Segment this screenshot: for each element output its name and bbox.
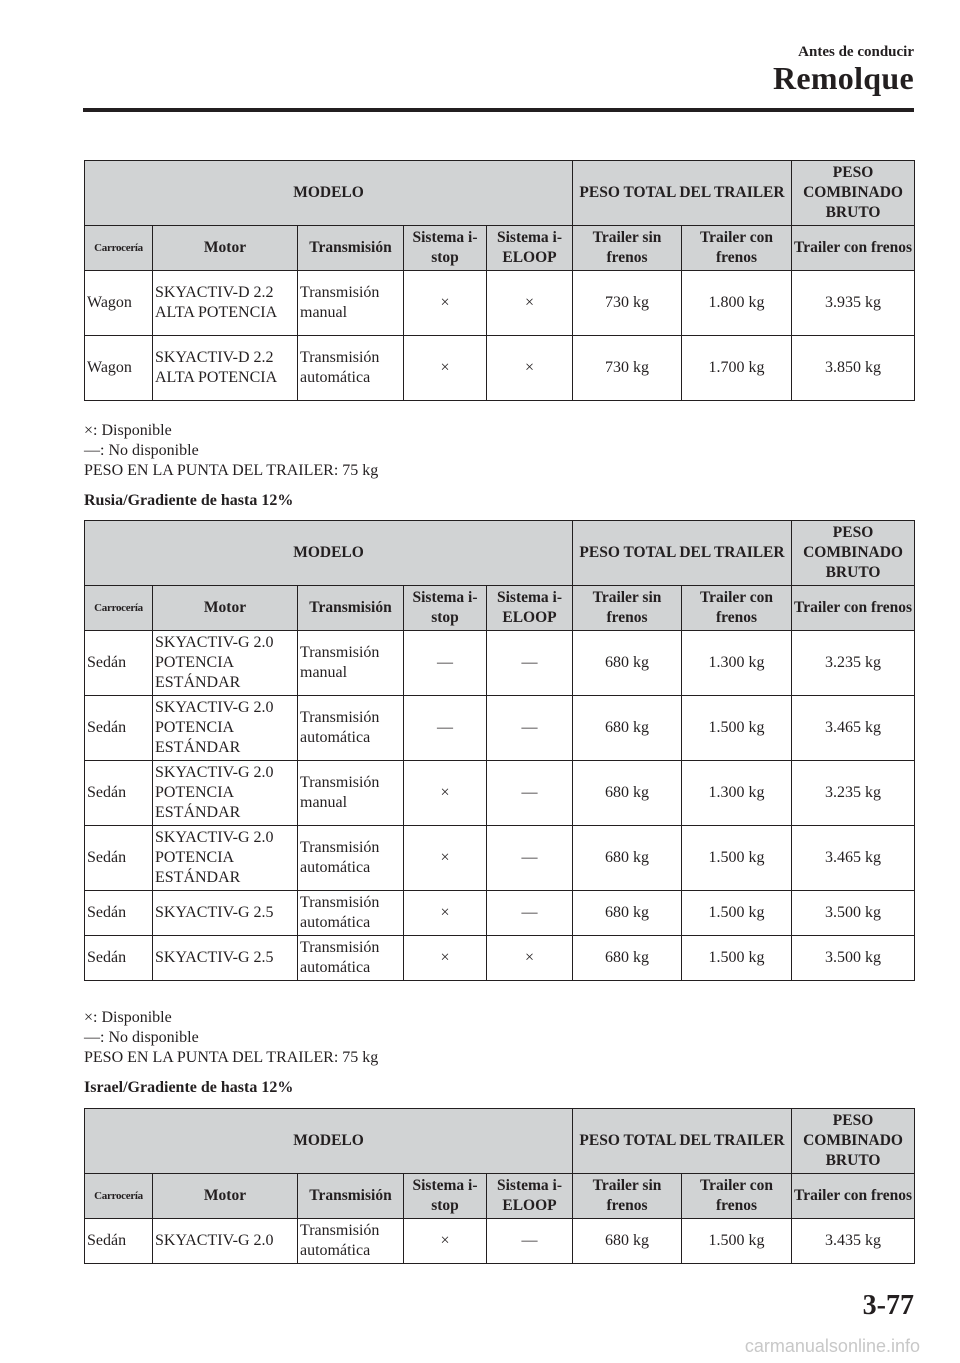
cell-istop: × (404, 1219, 487, 1264)
cell-ieloop: × (487, 271, 573, 336)
cell-ieloop: ― (487, 631, 573, 696)
cell-ieloop: ― (487, 891, 573, 936)
cell-trailer-sin: 680 kg (573, 1219, 682, 1264)
cell-ieloop: ― (487, 761, 573, 826)
cell-istop: ― (404, 631, 487, 696)
note-disponible: ×: Disponible (84, 1009, 172, 1026)
cell-trailer-sin: 680 kg (573, 936, 682, 981)
col-istop: Sistema i-stop (404, 1174, 487, 1219)
cell-transmision: Transmisión manual (298, 631, 404, 696)
cell-transmision: Transmisión automática (298, 936, 404, 981)
towing-table-3 (84, 1108, 915, 1264)
note-no-disponible: ―: No disponible (84, 442, 199, 459)
col-trailer-con: Trailer con frenos (682, 1174, 792, 1219)
cell-transmision: Transmisión manual (298, 271, 404, 336)
table-row (85, 826, 915, 891)
col-motor: Motor (153, 586, 298, 631)
table-row (85, 271, 915, 336)
table-row (85, 696, 915, 761)
cell-motor: SKYACTIV-G 2.0 (153, 1219, 298, 1264)
cell-ieloop: ― (487, 826, 573, 891)
col-motor: Motor (153, 1174, 298, 1219)
cell-motor: SKYACTIV-G 2.0 POTENCIA ESTÁNDAR (153, 761, 298, 826)
cell-transmision: Transmisión manual (298, 761, 404, 826)
cell-transmision: Transmisión automática (298, 1219, 404, 1264)
cell-combinado: 3.935 kg (792, 271, 915, 336)
cell-trailer-sin: 730 kg (573, 271, 682, 336)
cell-combinado: 3.235 kg (792, 631, 915, 696)
cell-motor: SKYACTIV-G 2.5 (153, 936, 298, 981)
col-peso-combinado: PESO COMBINADO BRUTO (792, 161, 915, 226)
col-ieloop: Sistema i-ELOOP (487, 226, 573, 271)
cell-trailer-sin: 680 kg (573, 696, 682, 761)
cell-carroceria: Sedán (85, 826, 153, 891)
note-disponible: ×: Disponible (84, 422, 172, 439)
cell-trailer-con: 1.500 kg (682, 936, 792, 981)
towing-table-2 (84, 520, 915, 981)
col-ieloop: Sistema i-ELOOP (487, 1174, 573, 1219)
col-transmision: Transmisión (298, 1174, 404, 1219)
cell-transmision: Transmisión automática (298, 891, 404, 936)
cell-trailer-con: 1.700 kg (682, 336, 792, 401)
col-trailer-con: Trailer con frenos (682, 226, 792, 271)
col-transmision: Transmisión (298, 226, 404, 271)
note-peso-punta: PESO EN LA PUNTA DEL TRAILER: 75 kg (84, 1049, 379, 1066)
cell-motor: SKYACTIV-D 2.2 ALTA POTENCIA (153, 271, 298, 336)
col-peso-combinado: PESO COMBINADO BRUTO (792, 1109, 915, 1174)
cell-trailer-con: 1.300 kg (682, 631, 792, 696)
col-motor: Motor (153, 226, 298, 271)
col-trailer-sin: Trailer sin frenos (573, 586, 682, 631)
table-row (85, 336, 915, 401)
cell-transmision: Transmisión automática (298, 826, 404, 891)
col-peso-total: PESO TOTAL DEL TRAILER (573, 161, 792, 226)
cell-istop: × (404, 271, 487, 336)
col-peso-total: PESO TOTAL DEL TRAILER (573, 1109, 792, 1174)
cell-carroceria: Sedán (85, 761, 153, 826)
col-trailer-con-combinado: Trailer con frenos (792, 1174, 915, 1219)
cell-combinado: 3.435 kg (792, 1219, 915, 1264)
table-row (85, 936, 915, 981)
col-trailer-sin: Trailer sin frenos (573, 226, 682, 271)
cell-ieloop: ― (487, 696, 573, 761)
cell-trailer-sin: 680 kg (573, 826, 682, 891)
col-carroceria: Carrocería (85, 586, 153, 631)
cell-carroceria: Wagon (85, 271, 153, 336)
legend-notes-2 (84, 1008, 378, 1068)
table-row (85, 761, 915, 826)
cell-carroceria: Sedán (85, 1219, 153, 1264)
cell-trailer-con: 1.500 kg (682, 696, 792, 761)
table-row (85, 631, 915, 696)
col-trailer-con: Trailer con frenos (682, 586, 792, 631)
col-modelo: MODELO (85, 161, 573, 226)
cell-trailer-con: 1.500 kg (682, 826, 792, 891)
header-rule (83, 108, 914, 112)
col-ieloop: Sistema i-ELOOP (487, 586, 573, 631)
col-peso-total: PESO TOTAL DEL TRAILER (573, 521, 792, 586)
cell-istop: × (404, 826, 487, 891)
cell-trailer-con: 1.500 kg (682, 891, 792, 936)
cell-combinado: 3.465 kg (792, 696, 915, 761)
cell-trailer-sin: 730 kg (573, 336, 682, 401)
col-trailer-con-combinado: Trailer con frenos (792, 586, 915, 631)
legend-notes-1 (84, 421, 378, 481)
col-carroceria: Carrocería (85, 226, 153, 271)
section-heading-rusia: Rusia/Gradiente de hasta 12% (84, 492, 294, 509)
cell-transmision: Transmisión automática (298, 696, 404, 761)
col-transmision: Transmisión (298, 586, 404, 631)
col-istop: Sistema i-stop (404, 226, 487, 271)
cell-combinado: 3.235 kg (792, 761, 915, 826)
cell-istop: × (404, 891, 487, 936)
table-row (85, 891, 915, 936)
cell-istop: × (404, 336, 487, 401)
cell-ieloop: × (487, 936, 573, 981)
col-istop: Sistema i-stop (404, 586, 487, 631)
cell-trailer-sin: 680 kg (573, 891, 682, 936)
cell-combinado: 3.500 kg (792, 891, 915, 936)
col-trailer-sin: Trailer sin frenos (573, 1174, 682, 1219)
watermark: carmanualsonline.info (744, 1336, 920, 1356)
col-trailer-con-combinado: Trailer con frenos (792, 226, 915, 271)
cell-trailer-sin: 680 kg (573, 761, 682, 826)
col-modelo: MODELO (85, 521, 573, 586)
cell-trailer-con: 1.800 kg (682, 271, 792, 336)
cell-trailer-con: 1.500 kg (682, 1219, 792, 1264)
cell-motor: SKYACTIV-G 2.0 POTENCIA ESTÁNDAR (153, 696, 298, 761)
table-row (85, 1219, 915, 1264)
cell-carroceria: Wagon (85, 336, 153, 401)
col-carroceria: Carrocería (85, 1174, 153, 1219)
cell-carroceria: Sedán (85, 891, 153, 936)
cell-carroceria: Sedán (85, 631, 153, 696)
section-title: Antes de conducir (798, 44, 914, 60)
section-heading-israel: Israel/Gradiente de hasta 12% (84, 1079, 294, 1096)
page-title: Remolque (772, 60, 914, 96)
cell-motor: SKYACTIV-D 2.2 ALTA POTENCIA (153, 336, 298, 401)
cell-ieloop: ― (487, 1219, 573, 1264)
cell-istop: × (404, 761, 487, 826)
cell-istop: × (404, 936, 487, 981)
note-peso-punta: PESO EN LA PUNTA DEL TRAILER: 75 kg (84, 462, 379, 479)
towing-table-1 (84, 160, 915, 401)
cell-motor: SKYACTIV-G 2.5 (153, 891, 298, 936)
cell-istop: ― (404, 696, 487, 761)
cell-combinado: 3.465 kg (792, 826, 915, 891)
note-no-disponible: ―: No disponible (84, 1029, 199, 1046)
cell-ieloop: × (487, 336, 573, 401)
col-modelo: MODELO (85, 1109, 573, 1174)
cell-carroceria: Sedán (85, 936, 153, 981)
cell-motor: SKYACTIV-G 2.0 POTENCIA ESTÁNDAR (153, 631, 298, 696)
cell-trailer-sin: 680 kg (573, 631, 682, 696)
col-peso-combinado: PESO COMBINADO BRUTO (792, 521, 915, 586)
cell-combinado: 3.500 kg (792, 936, 915, 981)
page-number: 3-77 (862, 1290, 914, 1321)
cell-carroceria: Sedán (85, 696, 153, 761)
cell-combinado: 3.850 kg (792, 336, 915, 401)
cell-motor: SKYACTIV-G 2.0 POTENCIA ESTÁNDAR (153, 826, 298, 891)
cell-trailer-con: 1.300 kg (682, 761, 792, 826)
cell-transmision: Transmisión automática (298, 336, 404, 401)
